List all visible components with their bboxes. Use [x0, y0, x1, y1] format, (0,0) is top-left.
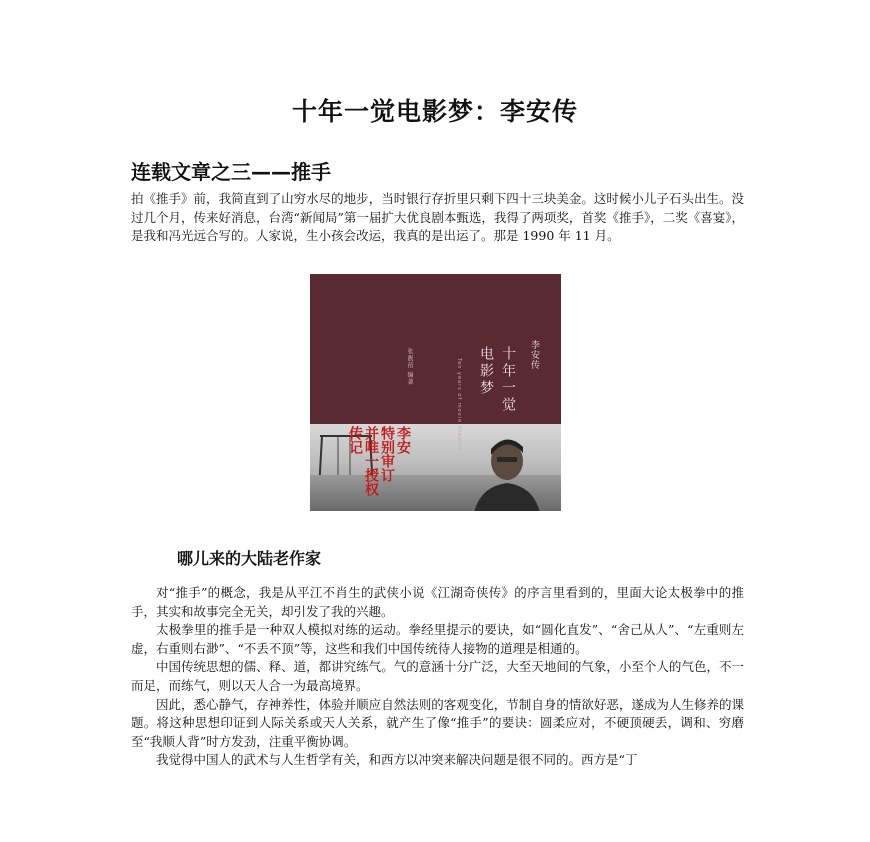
- cover-red-text-4: 传记: [347, 426, 363, 454]
- book-cover-image: [310, 274, 561, 511]
- cover-author: 李安传: [529, 340, 539, 370]
- subheading: 哪儿来的大陆老作家: [177, 549, 322, 568]
- cover-title-line1: 十年一觉: [500, 346, 516, 414]
- body-paragraph: 对“推手”的概念，我是从平江不肖生的武侠小说《江湖奇侠传》的序言里看到的，里面大论太极拳中的推手，其实和故事完全无关，却引发了我的兴趣。: [131, 585, 744, 619]
- cover-red-text-3: 并唯一授权: [363, 426, 379, 496]
- body-paragraph: 因此，悉心静气，存神养性，体验并顺应自然法则的客观变化，节制自身的情欲好恶，遂成为人生修养的课题。将这种思想印证到人际关系或天人关系，就产生了像“推手”的要诀：圆柔应对，不硬顶硬丢，调和、穷磨至“我顺人背”时方发劲，注重平衡协调。: [131, 696, 744, 749]
- document-title: 十年一觉电影梦：李安传: [291, 97, 578, 126]
- cover-red-text-2: 特别审订: [379, 426, 395, 482]
- cover-title-line2: 电影梦: [478, 346, 494, 397]
- portrait-figure: [471, 431, 541, 511]
- body-paragraph: 中国传统思想的儒、释、道，都讲究练气。气的意涵十分广泛，大至天地间的气象，小至个人的气色，不一而足，而练气，则以天人合一为最高境界。: [131, 659, 744, 693]
- cover-red-text-1: 李安: [395, 426, 411, 454]
- cover-english-subtitle: Ten years of movie dreams: [456, 358, 462, 451]
- body-paragraph: 我觉得中国人的武术与人生哲学有关，和西方以冲突来解决问题是很不同的。西方是“丁: [156, 752, 638, 768]
- intro-paragraph: 拍《推手》前，我简直到了山穷水尽的地步，当时银行存折里只剩下四十三块美金。这时候小儿子石头出生。没过几个月，传来好消息，台湾“新闻局”第一届扩大优良剧本甄选，我得了两项奖，首奖《推手》，二奖《喜宴》，是我和冯光远合写的。人家说，生小孩会改运，我真的是出运了。那是 1990 年 11 月。: [131, 191, 744, 244]
- body-text: [131, 584, 744, 770]
- body-paragraph: 太极拳里的推手是一种双人模拟对练的运动。拳经里提示的要诀，如“圆化直发”、“舍己从人”、“左重则左虚，右重则右渺”、“不丢不顶”等，这些和我们中国传统待人接物的道理是相通的。: [131, 622, 744, 656]
- section-title: 连载文章之三——推手: [131, 160, 331, 184]
- cover-editor: 张靓蓓 编著: [406, 348, 413, 386]
